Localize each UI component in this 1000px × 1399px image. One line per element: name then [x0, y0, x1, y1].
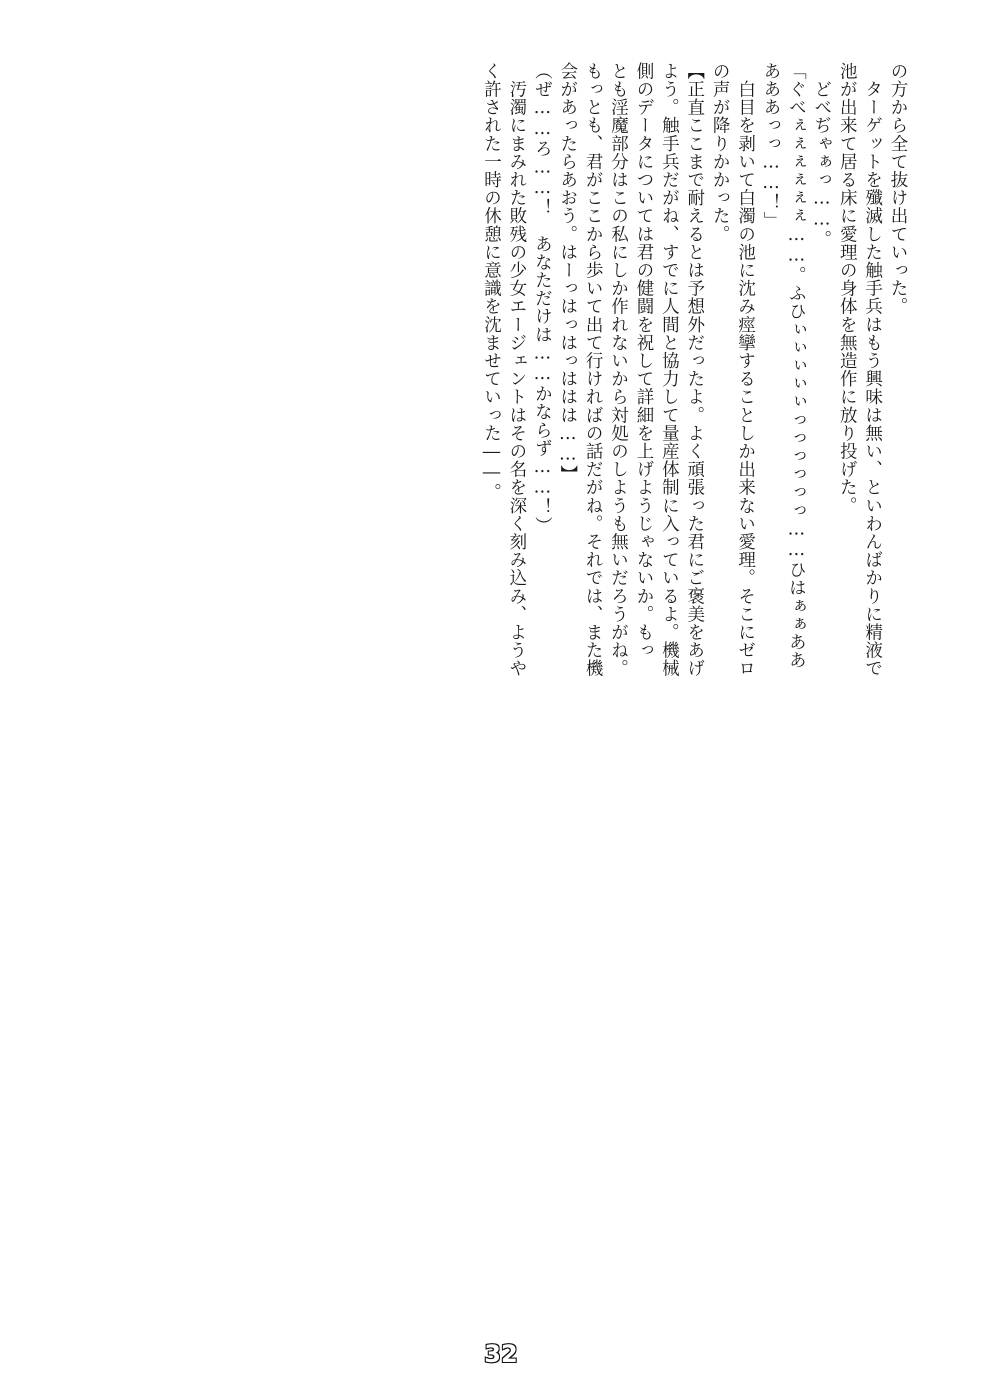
text-line: ターゲットを殲滅した触手兵はもう興味は無い、といわんばかりに精液で: [862, 62, 883, 678]
text-line: あああっっ……！」: [760, 62, 781, 230]
text-line: とも淫魔部分はこの私にしか作れないから対処のしようも無いだろうがね。: [608, 62, 629, 678]
page-number: 32: [484, 1340, 518, 1368]
text-line: 側のデータについては君の健闘を祝して詳細を上げようじゃないか。もっ: [633, 62, 654, 660]
text-line: よう。触手兵だがね、すでに人間と協力して量産体制に入っているよ。機械: [659, 62, 680, 678]
text-line: （ぜ……ろ……！ あなただけは……かならず……！）: [532, 62, 553, 535]
text-line: の声が降りかかった。: [710, 62, 731, 243]
text-line: もっとも、君がここから歩いて出て行ければの話だがね。それでは、また機: [583, 62, 604, 678]
text-line: 「ぐべぇぇぇぇぇぇ……。ふひぃぃぃぃぃっっっっっっ……ひはぁぁああ: [786, 62, 807, 670]
text-line: 【正直ここまで耐えるとは予想外だったよ。よく頑張った君にご褒美をあげ: [684, 62, 705, 678]
text-line: 会があったらあおう。はーっはっはっははは……】: [557, 62, 578, 484]
text-line: く許された一時の休憩に意識を沈ませていった――。: [481, 62, 502, 502]
body-text: [478, 62, 910, 678]
text-line: 白目を剥いて白濁の池に沈み痙攣することしか出来ない愛理。そこにゼロ: [735, 62, 756, 678]
text-line: 汚濁にまみれた敗残の少女エージェントはその名を深く刻み込み、ようや: [506, 62, 527, 678]
text-line: どべぢゃぁっ……。: [811, 62, 832, 248]
text-line: 池が出来て居る床に愛理の身体を無造作に放り投げた。: [837, 62, 858, 515]
text-line: の方から全て抜け出ていった。: [888, 62, 908, 316]
